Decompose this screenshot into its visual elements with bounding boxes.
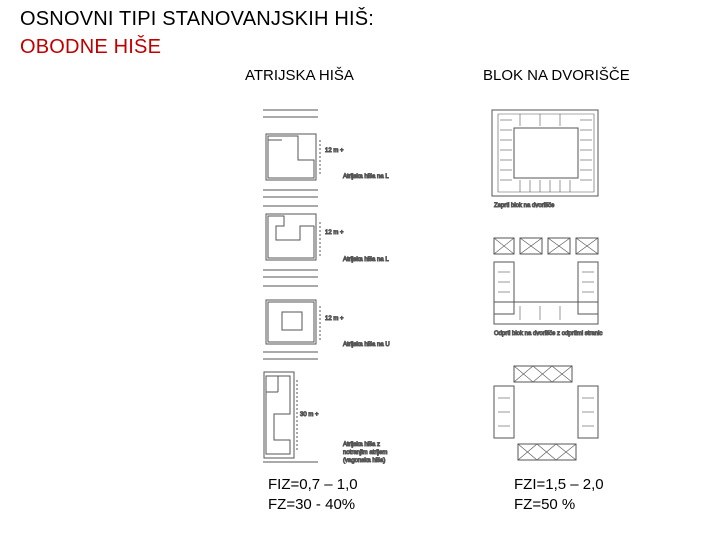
dim-label-2: 12 m + (325, 230, 344, 236)
caption-atrium-t: Atrijska hiša na L (343, 257, 389, 263)
courtyard-block-heading: BLOK NA DVORIŠČE (483, 67, 630, 84)
caption-courtyard-line3: (vagonska hiša) (343, 458, 386, 464)
atrium-house-heading: ATRIJSKA HIŠA (245, 67, 354, 84)
dim-label-3: 12 m + (325, 316, 344, 322)
caption-atrium-u: Atrijska hiša na U (343, 342, 390, 348)
stat-fz-left: FZ=30 - 40% (268, 496, 356, 513)
open-courtyard-block-drawing (494, 238, 598, 324)
caption-atrium-l: Atrijska hiša na L (343, 174, 389, 180)
stat-fzi: FZI=1,5 – 2,0 (514, 476, 604, 493)
stat-fiz: FIZ=0,7 – 1,0 (268, 476, 358, 493)
closed-courtyard-block-drawing (492, 110, 598, 196)
atrium-house-l-drawing (263, 110, 320, 197)
atrium-house-t-drawing (263, 206, 320, 277)
dim-label-1: 12 m + (325, 148, 344, 154)
slide-title-line1: OSNOVNI TIPI STANOVANJSKIH HIŠ: (20, 8, 375, 30)
caption-closed-block: Zaprti blok na dvorišče (494, 203, 555, 209)
stat-fz-right: FZ=50 % (514, 496, 576, 513)
caption-courtyard-line2: notranjim atrijem (343, 450, 388, 456)
dim-label-4: 30 m + (300, 412, 319, 418)
caption-courtyard-line1: Atrijska hiša z (343, 442, 381, 448)
atrium-house-u-drawing (263, 286, 320, 359)
slide-title-line2: OBODNE HIŠE (20, 36, 162, 58)
perimeter-block-drawing (494, 366, 598, 460)
caption-open-block: Odprti blok na dvorišče z odprtimi stranic (494, 331, 603, 337)
